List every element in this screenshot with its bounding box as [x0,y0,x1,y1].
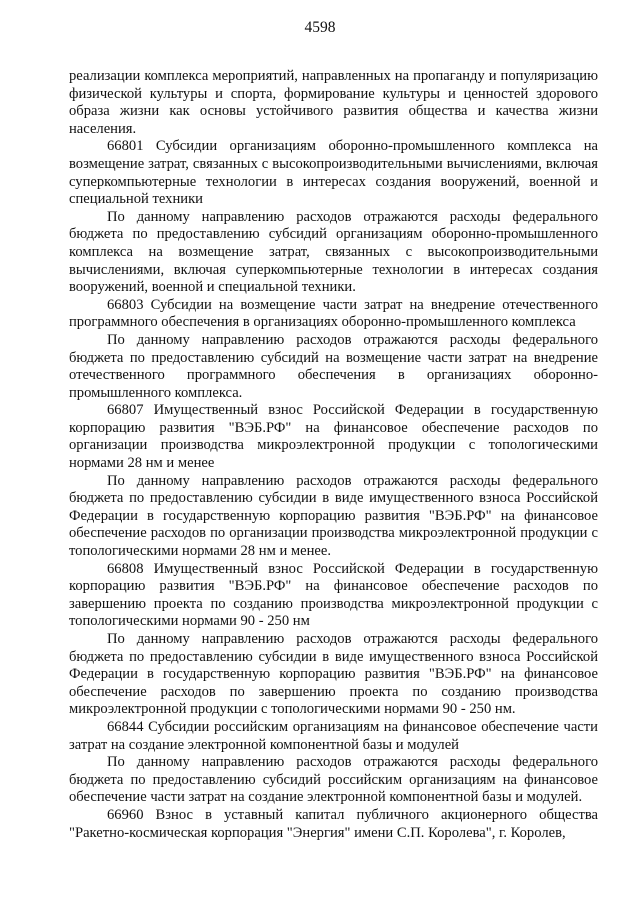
page-number: 4598 [304,19,336,36]
paragraph-66807-heading: 66807 Имущественный взнос Российской Федерации в государственную корпорацию развития "ВЭБ.РФ" на финансовое обеспечение расходов по организации производства микроэлектронной продукции с топологическими нормами 28 нм и менее [69,402,598,472]
paragraph-continuation: реализации комплекса мероприятий, направленных на пропаганду и популяризацию физической культуры и спорта, формирование культуры и ценностей здорового образа жизни как основы устойчивого развития общества и качества жизни населения. [69,68,598,137]
document-body [69,68,598,842]
paragraph-66807-description: По данному направлению расходов отражаются расходы федерального бюджета по предоставлению субсидии в виде имущественного взноса Российской Федерации в государственную корпорацию развития "ВЭБ.РФ" на финансовое обеспечение расходов по организации производства микроэлектронной продукции с топологическими нормами 28 нм и менее. [69,472,598,560]
paragraph-66803-heading: 66803 Субсидии на возмещение части затрат на внедрение отечественного программного обеспечения в организациях оборонно-промышленного комплекса [69,296,598,331]
paragraph-66844-description: По данному направлению расходов отражаются расходы федерального бюджета по предоставлению субсидий российским организациям на финансовое обеспечение части затрат на создание электронной компонентной базы и модулей. [69,754,598,806]
paragraph-66801-heading: 66801 Субсидии организациям оборонно-промышленного комплекса на возмещение затрат, связанных с высокопроизводительными вычислениями, включая суперкомпьютерные технологии в интересах создания вооружений, военной и специальной техники [69,138,598,208]
paragraph-66844-heading: 66844 Субсидии российским организациям на финансовое обеспечение части затрат на создание электронной компонентной базы и модулей [69,718,598,753]
paragraph-66808-heading: 66808 Имущественный взнос Российской Федерации в государственную корпорацию развития "ВЭБ.РФ" на финансовое обеспечение расходов по завершению проекта по созданию производства микроэлектронной продукции с топологическими нормами 90 - 250 нм [69,560,598,630]
paragraph-66808-description: По данному направлению расходов отражаются расходы федерального бюджета по предоставлению субсидии в виде имущественного взноса Российской Федерации в государственную корпорацию развития "ВЭБ.РФ" на финансовое обеспечение расходов по завершению проекта по созданию производства микроэлектронной продукции с топологическими нормами 90 - 250 нм. [69,631,598,718]
paragraph-66960-heading: 66960 Взнос в уставный капитал публичного акционерного общества "Ракетно-космическая корпорация "Энергия" имени С.П. Королева", г. Королев, [69,806,598,841]
paragraph-66801-description: По данному направлению расходов отражаются расходы федерального бюджета по предоставлению субсидий организациям оборонно-промышленного комплекса на возмещение затрат, связанных с высокопроизводительными вычислениями, включая суперкомпьютерные технологии в интересах создания вооружений, военной и специальной техники. [69,208,598,296]
paragraph-66803-description: По данному направлению расходов отражаются расходы федерального бюджета по предоставлению субсидий на возмещение части затрат на внедрение отечественного программного обеспечения в организациях оборонно-промышленного комплекса. [69,331,598,401]
